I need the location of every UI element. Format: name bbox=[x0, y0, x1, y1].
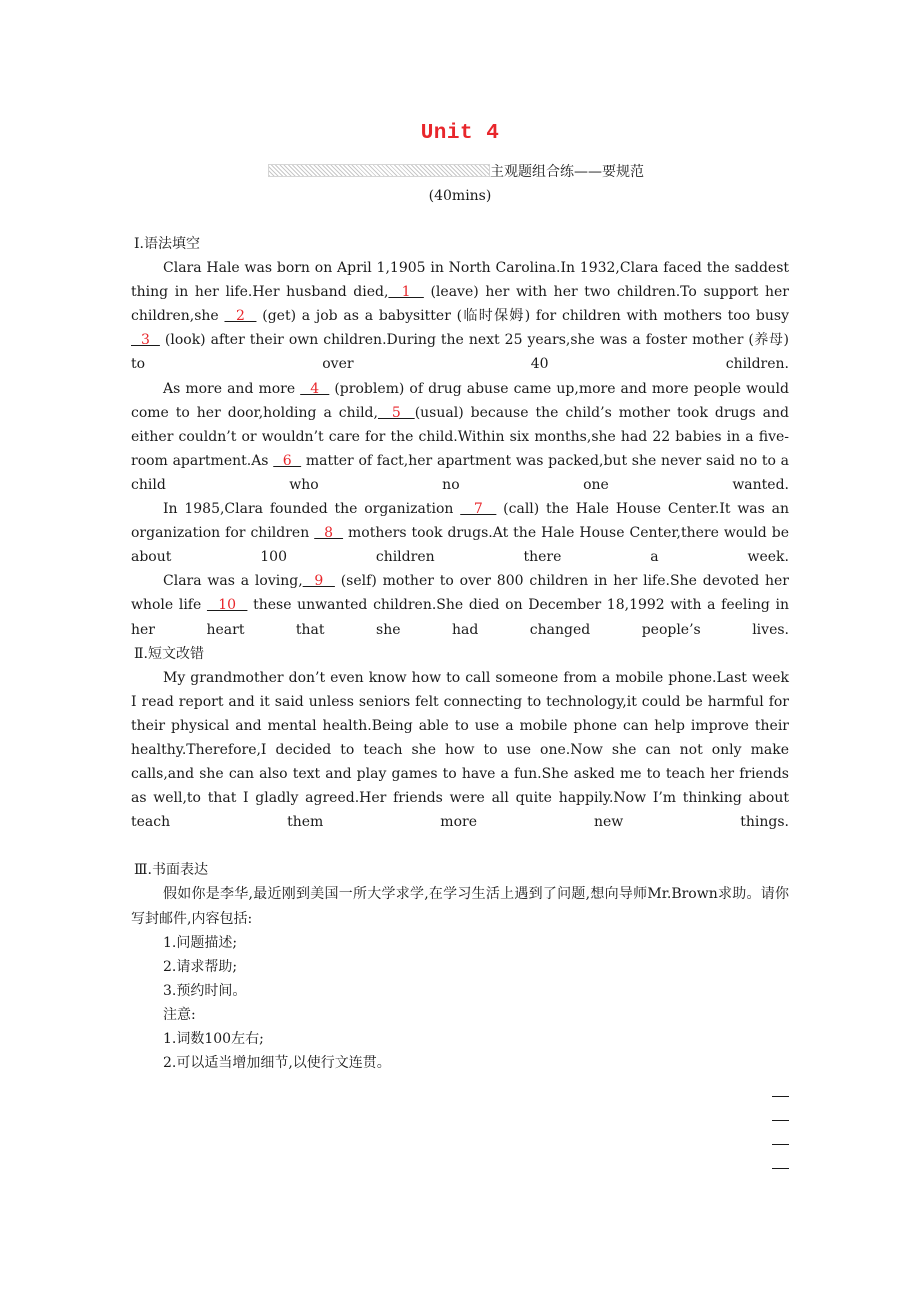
note-label: 注意: bbox=[163, 1006, 196, 1023]
answer-line[interactable] bbox=[772, 1120, 789, 1121]
exercise-content bbox=[131, 232, 789, 1075]
note-2: 2.可以适当增加细节,以使行文连贯。 bbox=[163, 1055, 391, 1072]
correction-passage: My grandmother don’t even know how to call someone from a mobile phone.Last week I read report and it said unless seniors felt connecting to technology,it could be harmful for their physical and mental health.Being able to use a mobile phone can help improve their healthy.Therefore,I decided to teach she how to use one.Now she can not only make calls,and she can also text and play games to have a fun.She asked me to teach her friends as well,to that I gladly agreed.Her friends were all quite happily.Now I’m thinking about teach them more new things. bbox=[131, 669, 789, 831]
answer-line[interactable] bbox=[772, 1096, 789, 1097]
blank-3[interactable]: 3 bbox=[131, 332, 160, 349]
grammar-paragraph-2: As more and more 4 (problem) of drug abuse came up,more and more people would come to her door,holding a child, 5 (usual) because the child’s mother took drugs and either couldn’t or wouldn’t care for the child.Within six months,she had 22 babies in a five-room apartment.As 6 matter of fact,her apartment was packed,but she never said no to a child who no one wanted. bbox=[131, 380, 789, 493]
unit-title: Unit 4 bbox=[420, 122, 500, 145]
grammar-paragraph-3: In 1985,Clara founded the organization 7 (call) the Hale House Center.It was an organization for children 8 mothers took drugs.At the Hale House Center,there would be about 100 children there a week. bbox=[131, 501, 789, 566]
blank-10[interactable]: 10 bbox=[206, 597, 248, 614]
subtitle: 主观题组合练——要规范 bbox=[490, 164, 644, 180]
blank-7[interactable]: 7 bbox=[460, 501, 497, 518]
grammar-paragraph-4: Clara was a loving, 9 (self) mother to over 800 children in her life.She devoted her whole life 10 these unwanted children.She died on December 18,1992 with a feeling in her heart that she had changed people’s lives. bbox=[131, 573, 789, 638]
writing-item-3: 3.预约时间。 bbox=[163, 982, 247, 999]
answer-lines bbox=[772, 1096, 789, 1192]
subtitle-row bbox=[268, 162, 644, 182]
writing-item-2: 2.请求帮助; bbox=[163, 958, 238, 975]
grammar-paragraph-1: Clara Hale was born on April 1,1905 in North Carolina.In 1932,Clara faced the saddest thing in her life.Her husband died, 1 (leave) her with her two children.To support her children,she 2 (get) a job as a babysitter (临时保姆) for children with mothers too busy 3 (look) after their own children.During the next 25 years,she was a foster mother (养母) to over 40 children. bbox=[131, 260, 790, 373]
answer-line[interactable] bbox=[772, 1144, 789, 1145]
watermark-bar bbox=[268, 164, 490, 177]
section-heading-correction: Ⅱ.短文改错 bbox=[134, 645, 204, 662]
writing-prompt: 假如你是李华,最近刚到美国一所大学求学,在学习生活上遇到了问题,想向导师Mr.Brown求助。请你写封邮件,内容包括: bbox=[131, 886, 789, 927]
section-heading-writing: Ⅲ.书面表达 bbox=[134, 862, 208, 879]
blank-6[interactable]: 6 bbox=[273, 452, 302, 469]
writing-item-1: 1.问题描述; bbox=[163, 934, 238, 951]
blank-5[interactable]: 5 bbox=[377, 404, 415, 421]
spacer bbox=[131, 834, 789, 858]
blank-4[interactable]: 4 bbox=[300, 380, 330, 397]
time-limit: (40mins) bbox=[428, 188, 492, 204]
note-1: 1.词数100左右; bbox=[163, 1031, 264, 1047]
blank-2[interactable]: 2 bbox=[224, 308, 257, 325]
blank-9[interactable]: 9 bbox=[302, 573, 335, 590]
blank-1[interactable]: 1 bbox=[388, 284, 424, 301]
answer-line[interactable] bbox=[772, 1168, 789, 1169]
section-heading-grammar: Ⅰ.语法填空 bbox=[134, 236, 200, 252]
blank-8[interactable]: 8 bbox=[314, 525, 344, 542]
